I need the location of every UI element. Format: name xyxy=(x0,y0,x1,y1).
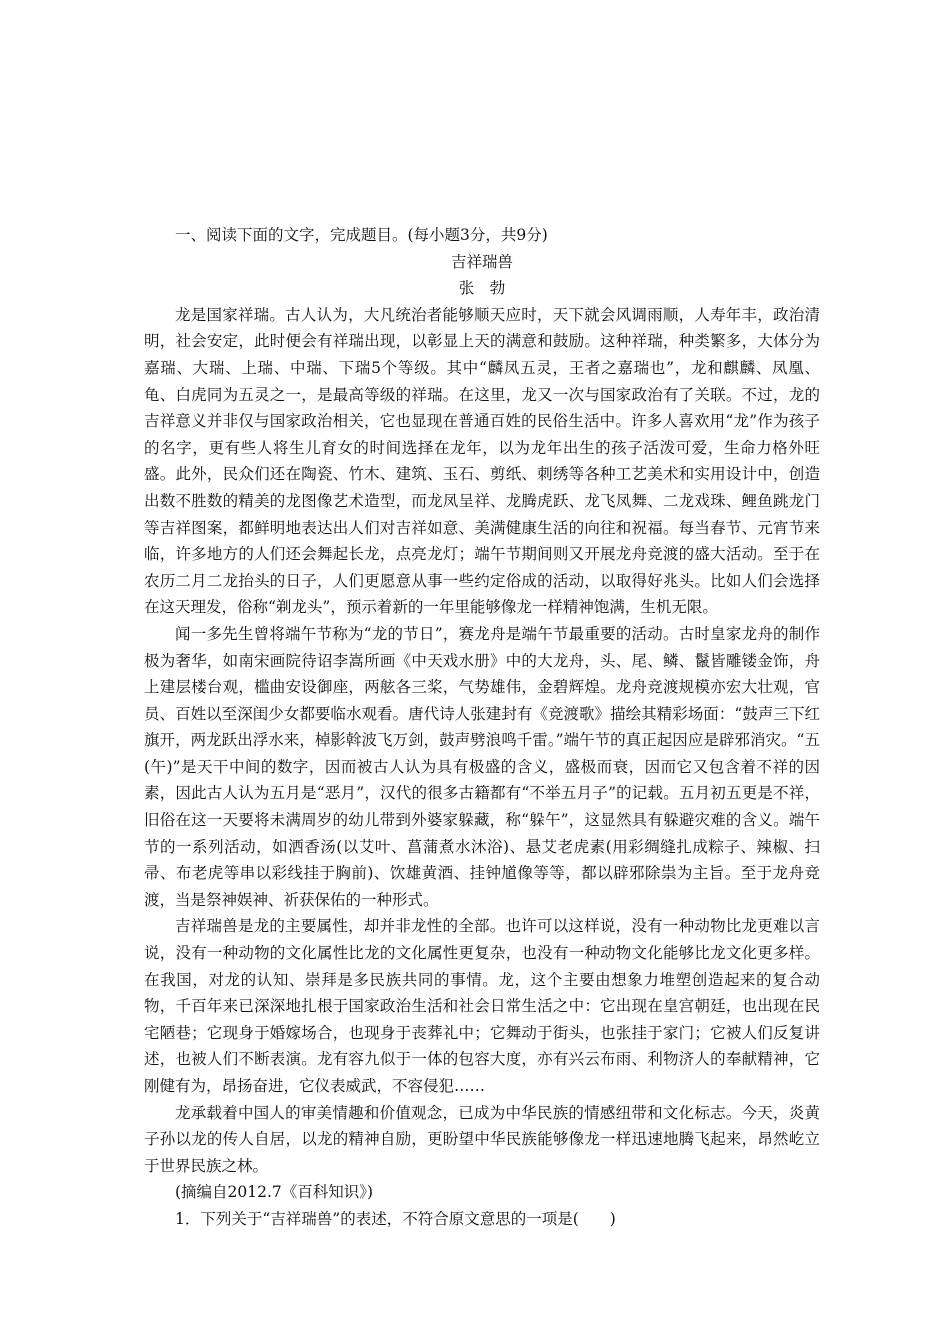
article-paragraph-1: 龙是国家祥瑞。古人认为，大凡统治者能够顺天应时，天下就会风调雨顺，人寿年丰，政治清明，社会安定，此时便会有祥瑞出现，以彰显上天的满意和鼓励。这种祥瑞，种类繁多，大体分为嘉瑞、大瑞、上瑞、中瑞、下瑞5个等级。其中“麟凤五灵，王者之嘉瑞也”，龙和麒麟、凤凰、龟、白虎同为五灵之一，是最高等级的祥瑞。在这里，龙又一次与国家政治有了关联。不过，龙的吉祥意义并非仅与国家政治相关，它也显现在普通百姓的民俗生活中。许多人喜欢用“龙”作为孩子的名字，更有些人将生儿育女的时间选择在龙年，以为龙年出生的孩子活泼可爱，生命力格外旺盛。此外，民众们还在陶瓷、竹木、建筑、玉石、剪纸、刺绣等各种工艺美术和实用设计中，创造出数不胜数的精美的龙图像艺术造型，而龙凤呈祥、龙腾虎跃、龙飞凤舞、二龙戏珠、鲤鱼跳龙门等吉祥图案，都鲜明地表达出人们对吉祥如意、美满健康生活的向往和祝福。每当春节、元宵节来临，许多地方的人们还会舞起长龙，点亮龙灯；端午节期间则又开展龙舟竞渡的盛大活动。至于在农历二月二龙抬头的日子，人们更愿意从事一些约定俗成的活动，以取得好兆头。比如人们会选择在这天理发，俗称“剃龙头”，预示着新的一年里能够像龙一样精神饱满，生机无限。 xyxy=(144,305,820,617)
article-author: 张 勃 xyxy=(458,279,506,298)
article-paragraph-3: 吉祥瑞兽是龙的主要属性，却并非龙性的全部。也许可以这样说，没有一种动物比龙更难以言说，没有一种动物的文化属性比龙的文化属性更复杂，也没有一种动物文化能够比龙文化更多样。在我国，对龙的认知、崇拜是多民族共同的事情。龙，这个主要由想象力堆塑创造起来的复合动物，千百年来已深深地扎根于国家政治生活和社会日常生活之中：它出现在皇宫朝廷，也出现在民宅陋巷；它现身于婚嫁场合，也现身于丧葬礼中；它舞动于街头，也张挂于家门；它被人们反复讲述，也被人们不断表演。龙有容九似于一体的包容大度，亦有兴云布雨、利物济人的奉献精神，它刚健有为，昂扬奋进，它仪表威武，不容侵犯…… xyxy=(144,917,820,1095)
question-1: 1．下列关于“吉祥瑞兽”的表述，不符合原文意思的一项是( ) xyxy=(175,1209,616,1228)
article-title: 吉祥瑞兽 xyxy=(450,252,513,271)
article-paragraph-4: 龙承载着中国人的审美情趣和价值观念，已成为中华民族的情感纽带和文化标志。今天，炎黄子孙以龙的传人自居，以龙的精神自励，更盼望中华民族能够像龙一样迅速地腾飞起来，昂然屹立于世界民族之林。 xyxy=(144,1103,820,1175)
question-header: 一、阅读下面的文字，完成题目。(每小题3分，共9分) xyxy=(175,226,548,244)
document-page xyxy=(144,222,820,1233)
article-paragraph-2: 闻一多先生曾将端午节称为“龙的节日”，赛龙舟是端午节最重要的活动。古时皇家龙舟的制作极为奢华，如南宋画院待诏李嵩所画《中天戏水册》中的大龙舟，头、尾、鳞、鬣皆雕镂金饰，舟上建层楼台观，槛曲安设御座，两舷各三桨，气势雄伟，金碧辉煌。龙舟竞渡规模亦宏大壮观，官员、百姓以至深闺少女都要临水观看。唐代诗人张建封有《竞渡歌》描绘其精彩场面：“鼓声三下红旗开，两龙跃出浮水来，棹影斡波飞万剑，鼓声劈浪鸣千雷。”端午节的真正起因应是辟邪消灾。“五(午)”是天干中间的数字，因而被古人认为具有极盛的含义，盛极而衰，因而它又包含着不祥的因素，因此古人认为五月是“恶月”，汉代的很多古籍都有“不举五月子”的记载。五月初五更是不祥，旧俗在这一天要将未满周岁的幼儿带到外婆家躲藏，称“躲午”，这显然具有躲避灾难的含义。端午节的一系列活动，如洒香汤(以艾叶、菖蒲煮水沐浴)、悬艾老虎素(用彩绸缝扎成粽子、辣椒、扫帚、布老虎等串以彩线挂于胸前)、饮雄黄酒、挂钟馗像等等，都以辟邪除祟为主旨。至于龙舟竞渡，当是祭神娱神、祈获保佑的一种形式。 xyxy=(144,624,820,909)
article-source: (摘编自2012.7《百科知识》) xyxy=(175,1183,374,1202)
